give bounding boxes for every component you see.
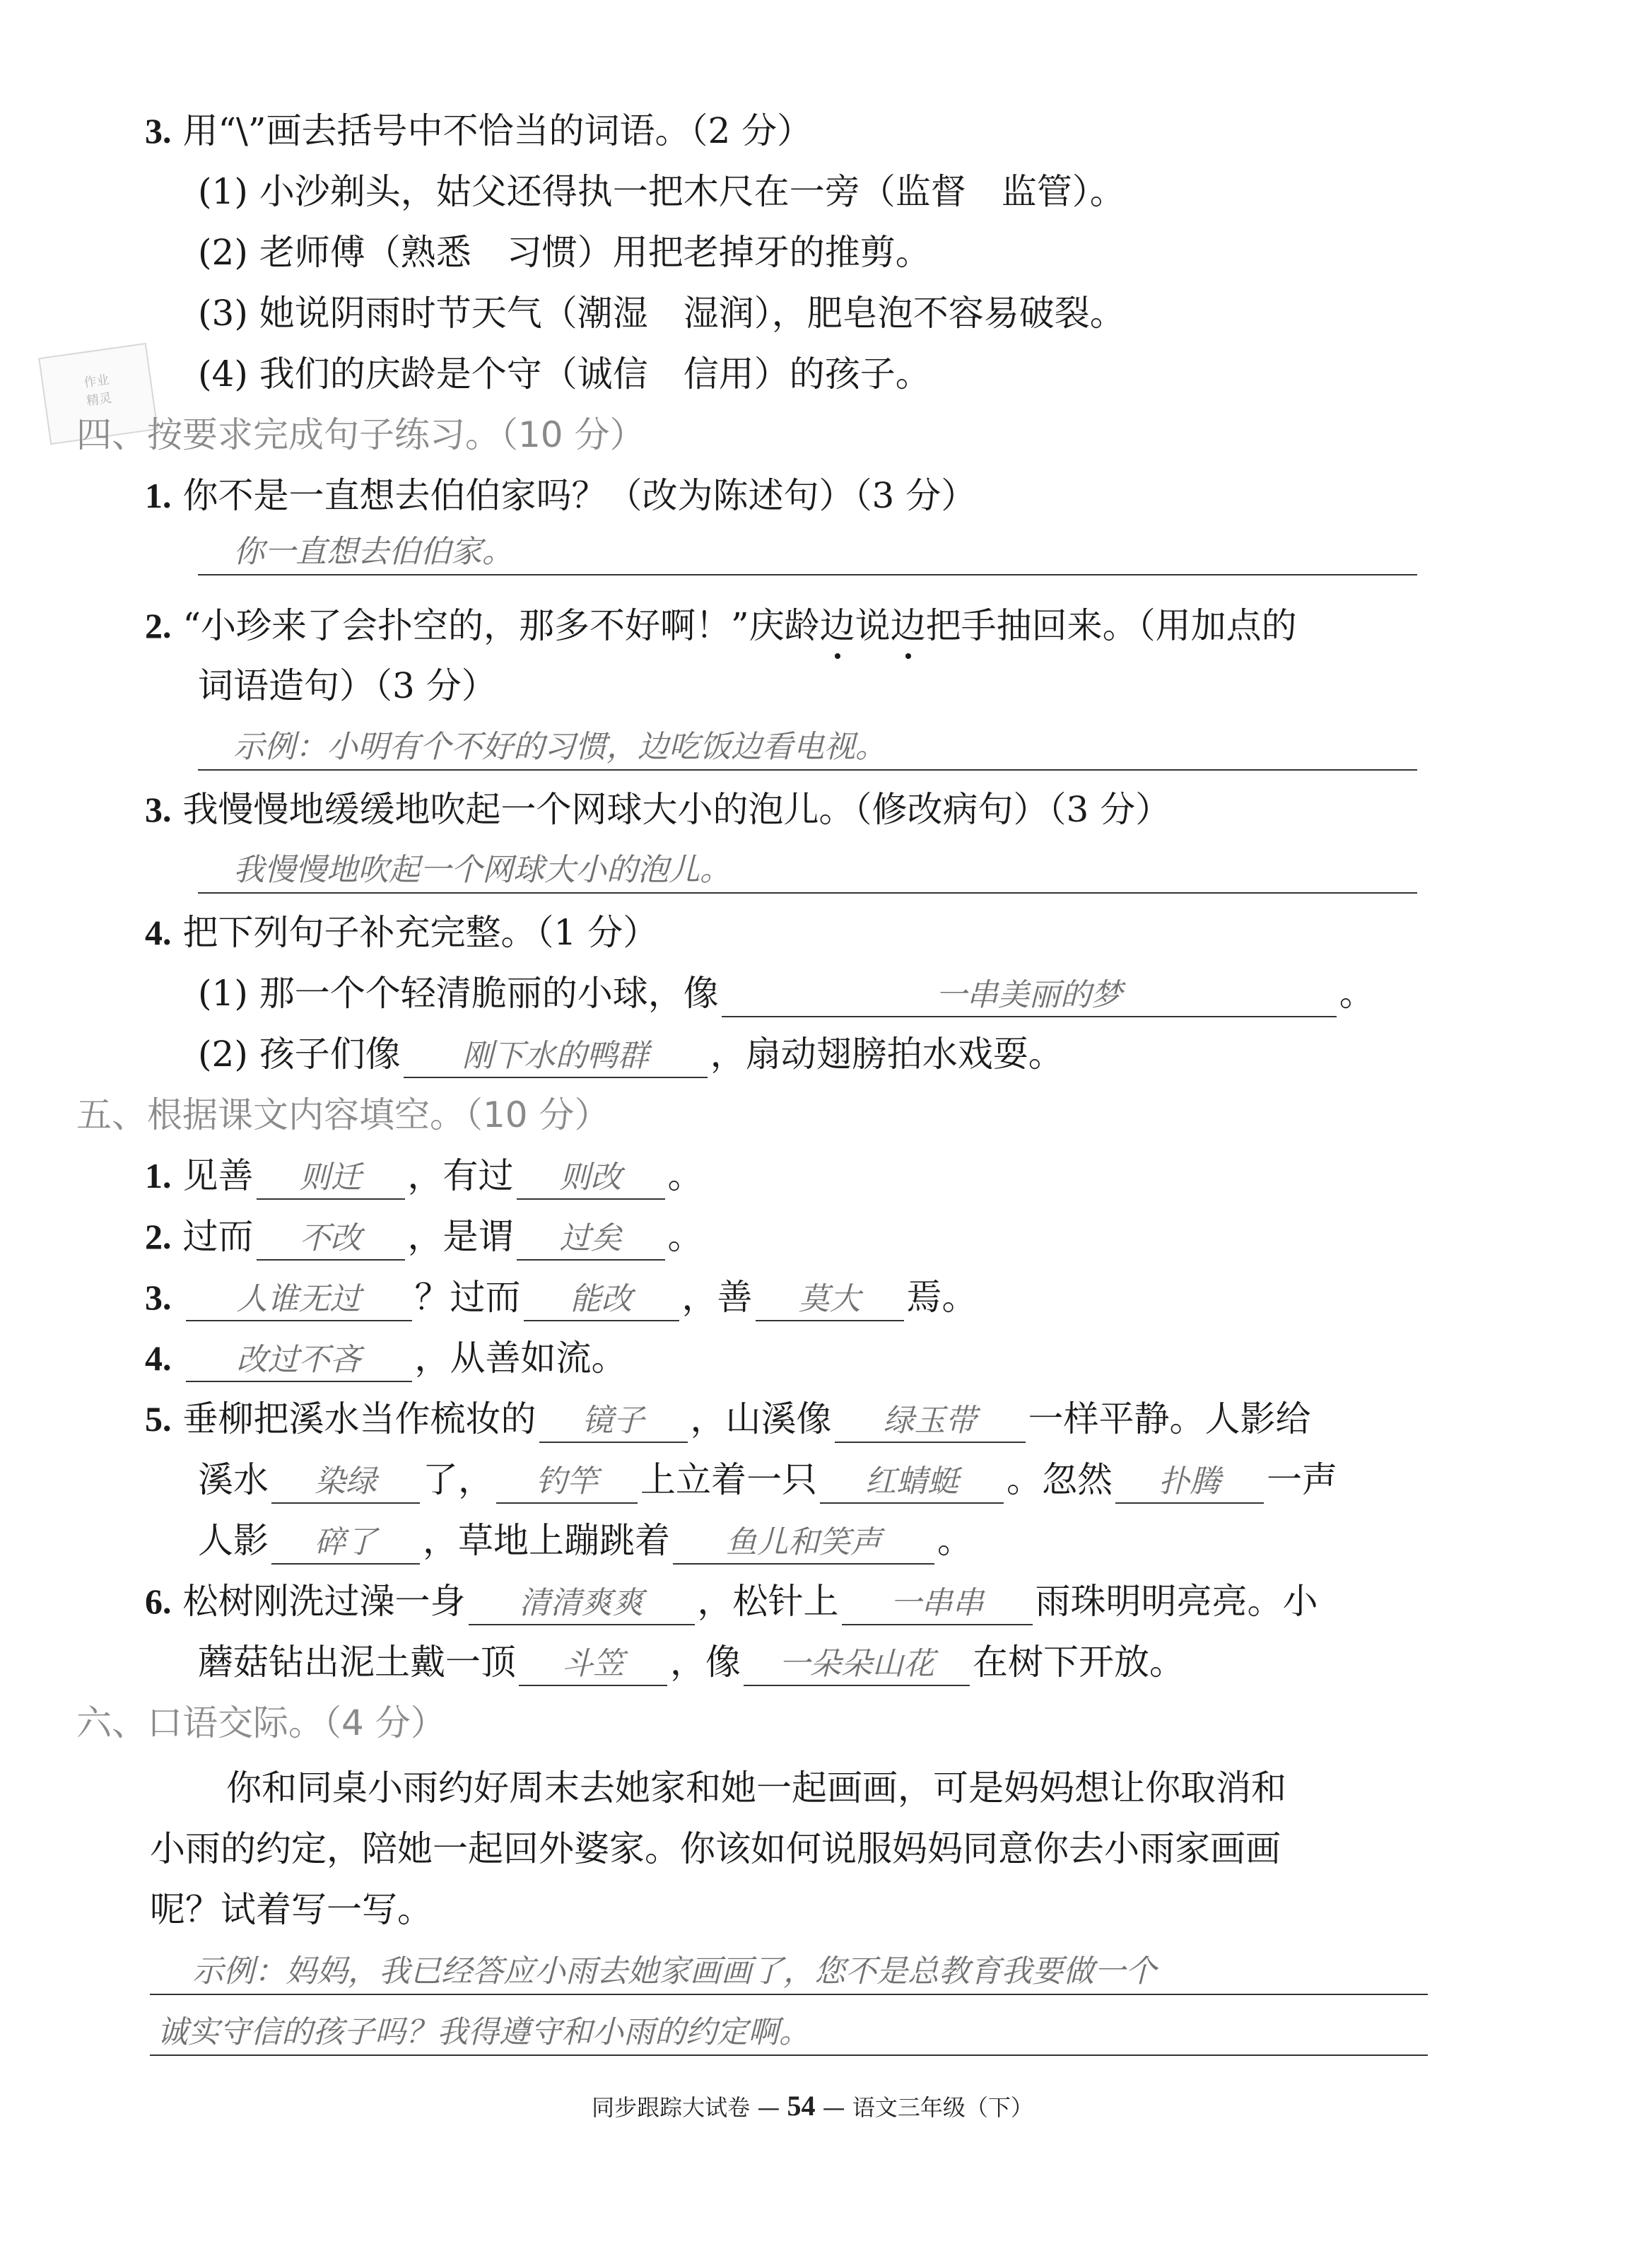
answer-blank[interactable]: 刚下水的鸭群 [404, 1036, 708, 1078]
s4-q1: 1. 你不是一直想去伯伯家吗？（改为陈述句）（3 分） [145, 475, 977, 516]
answer-blank[interactable]: 斗笠 [519, 1644, 667, 1686]
s5-q1: 1. 见善 则迁 ，有过 则改 。 [145, 1151, 703, 1200]
answer-blank[interactable]: 一串串 [842, 1583, 1033, 1625]
answer-blank[interactable]: 一朵朵山花 [744, 1644, 970, 1686]
s6-answer-line1[interactable]: 示例：妈妈，我已经答应小雨去她家画画了，您不是总教育我要做一个 [150, 1948, 1428, 1995]
s5-q5-line2: 溪水 染绿 了， 钓竿 上立着一只 红蜻蜓 。忽然 扑腾 一声 [198, 1455, 1337, 1504]
s4-q4-item-1: (1) 那一个个轻清脆丽的小球，像 一串美丽的梦 。 [198, 969, 1375, 1018]
answer-blank[interactable]: 红蜻蜓 [820, 1461, 1004, 1504]
s6-prompt-line1: 你和同桌小雨约好周末去她家和她一起画画，可是妈妈想让你取消和 [226, 1767, 1286, 1808]
answer-blank[interactable]: 人谁无过 [186, 1279, 412, 1321]
s4-q4: 4. 把下列句子补充完整。（1 分） [145, 912, 659, 953]
s6-prompt-line3: 呢？试着写一写。 [150, 1889, 433, 1930]
section-5-title: 五、根据课文内容填空。（10 分） [76, 1094, 610, 1135]
section-6-title: 六、口语交际。（4 分） [76, 1702, 446, 1743]
s6-prompt-line2: 小雨的约定，陪她一起回外婆家。你该如何说服妈妈同意你去小雨家画画 [150, 1828, 1281, 1869]
answer-blank[interactable]: 扑腾 [1115, 1461, 1264, 1504]
answer-blank[interactable]: 则改 [517, 1157, 665, 1200]
q3-item-1: (1) 小沙剃头，姑父还得执一把木尺在一旁（监督 监管）。 [198, 171, 1125, 212]
answer-blank[interactable]: 莫大 [756, 1279, 904, 1321]
answer-blank[interactable]: 绿玉带 [835, 1401, 1026, 1443]
s4-q2-answer[interactable]: 示例：小明有个不好的习惯，边吃饭边看电视。 [198, 724, 1417, 771]
s4-q4-item-2: (2) 孩子们像 刚下水的鸭群 ，扇动翅膀拍水戏耍。 [198, 1029, 1064, 1079]
q3-title: 3. 用“\”画去括号中不恰当的词语。（2 分） [145, 110, 813, 151]
s4-q3: 3. 我慢慢地缓缓地吹起一个网球大小的泡儿。（修改病句）（3 分） [145, 789, 1171, 830]
s4-q3-answer[interactable]: 我慢慢地吹起一个网球大小的泡儿。 [198, 847, 1417, 894]
emphasis-dot-char: 边 [820, 601, 855, 650]
answer-blank[interactable]: 不改 [257, 1218, 405, 1261]
answer-blank[interactable]: 鱼儿和笑声 [673, 1522, 934, 1565]
q3-item-2: (2) 老师傅（熟悉 习惯）用把老掉牙的推剪。 [198, 232, 931, 273]
s4-q2: 2. “小珍来了会扑空的，那多不好啊！”庆龄边说边把手抽回来。（用加点的 [145, 601, 1297, 650]
s5-q6-line1: 6. 松树刚洗过澡一身 清清爽爽 ，松针上 一串串 雨珠明明亮亮。小 [145, 1577, 1318, 1626]
s5-q5-line3: 人影 碎了 ，草地上蹦跳着 鱼儿和笑声 。 [198, 1516, 973, 1565]
answer-blank[interactable]: 能改 [524, 1279, 679, 1321]
s5-q4: 4. 改过不吝 ，从善如流。 [145, 1333, 627, 1383]
answer-blank[interactable]: 镜子 [539, 1401, 688, 1443]
section-4-title: 四、按要求完成句子练习。（10 分） [76, 414, 645, 455]
s5-q3: 3. 人谁无过 ？过而 能改 ，善 莫大 焉。 [145, 1273, 978, 1322]
answer-blank[interactable]: 清清爽爽 [469, 1583, 695, 1625]
s6-answer-line2[interactable]: 诚实守信的孩子吗？我得遵守和小雨的约定啊。 [150, 2009, 1428, 2056]
s4-q2-line2: 词语造句）（3 分） [198, 665, 497, 706]
page-number: 54 [787, 2090, 816, 2122]
s5-q5-line1: 5. 垂柳把溪水当作梳妆的 镜子 ，山溪像 绿玉带 一样平静。人影给 [145, 1394, 1311, 1444]
s4-q1-answer[interactable]: 你一直想去伯伯家。 [198, 529, 1417, 575]
answer-blank[interactable]: 改过不吝 [186, 1340, 412, 1382]
answer-blank[interactable]: 钓竿 [496, 1461, 638, 1504]
q3-item-4: (4) 我们的庆龄是个守（诚信 信用）的孩子。 [198, 353, 931, 394]
answer-blank[interactable]: 染绿 [271, 1461, 420, 1504]
s5-q2: 2. 过而 不改 ，是谓 过矣 。 [145, 1212, 703, 1261]
emphasis-dot-char: 边 [891, 601, 926, 650]
answer-blank[interactable]: 过矣 [517, 1218, 665, 1261]
page-footer: 同步跟踪大试卷 — 54 — 语文三年级（下） [592, 2090, 1033, 2122]
watermark-stamp: 作业 精灵 [38, 343, 158, 445]
answer-blank[interactable]: 则迁 [257, 1157, 405, 1200]
answer-blank[interactable]: 碎了 [271, 1522, 420, 1565]
q3-item-3: (3) 她说阴雨时节天气（潮湿 湿润），肥皂泡不容易破裂。 [198, 293, 1125, 334]
answer-blank[interactable]: 一串美丽的梦 [722, 975, 1337, 1017]
s5-q6-line2: 蘑菇钻出泥土戴一顶 斗笠 ，像 一朵朵山花 在树下开放。 [198, 1637, 1185, 1687]
